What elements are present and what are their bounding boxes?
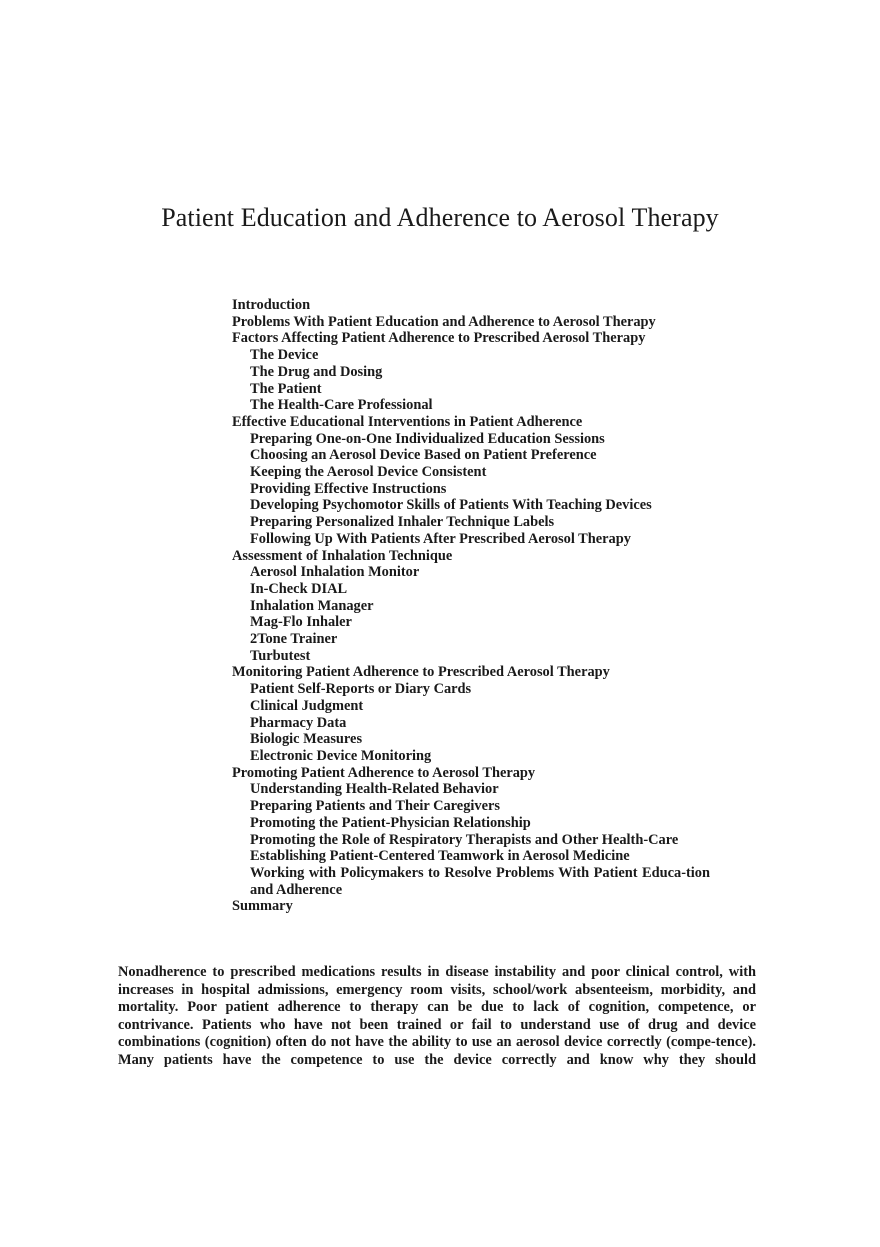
toc-subitem: Developing Psychomotor Skills of Patients With Teaching Devices [250, 497, 652, 514]
toc-subitem: Providing Effective Instructions [250, 480, 447, 497]
toc-subitem: Clinical Judgment [250, 697, 364, 714]
toc-item: Introduction [232, 297, 311, 313]
toc-subitem: The Drug and Dosing [250, 363, 383, 380]
toc-subitem: Mag-Flo Inhaler [250, 614, 352, 631]
toc-subitem: Patient Self-Reports or Diary Cards [250, 681, 472, 698]
toc-item: Monitoring Patient Adherence to Prescribed Aerosol Therapy [232, 664, 610, 681]
toc-subitem: Choosing an Aerosol Device Based on Patient Preference [250, 447, 597, 464]
toc-subitem: Preparing Personalized Inhaler Technique Labels [250, 514, 555, 531]
toc-subitem: Electronic Device Monitoring [250, 747, 432, 764]
toc-subitem: Promoting the Patient-Physician Relationship [250, 814, 531, 831]
toc-subitem: Inhalation Manager [250, 597, 374, 614]
toc-subitem: Working with Policymakers to Resolve Problems With Patient Educa-tion and Adherence [250, 864, 710, 898]
toc-item: Problems With Patient Education and Adherence to Aerosol Therapy [232, 313, 656, 330]
page-title: Patient Education and Adherence to Aerosol Therapy [161, 203, 719, 232]
abstract-paragraph: Nonadherence to prescribed medications results in disease instability and poor clinical control, with increases in hospital admissions, emergency room visits, school/work absenteeism, morbidity, and mortality. Poor patient adherence to therapy can be due to lack of cognition, competence, or contrivance. Patients who have not been trained or fail to understand use of drug and device combinations (cognition) often do not have the ability to use an aerosol device correctly (compe-tence). Many patients have the competence to use the device correctly and know why they should [118, 964, 756, 1068]
toc-subitem: Promoting the Role of Respiratory Therapists and Other Health-Care [250, 831, 679, 848]
toc-subitem: Pharmacy Data [250, 714, 347, 731]
toc-subitem: In-Check DIAL [250, 580, 348, 597]
toc-subitem: 2Tone Trainer [250, 631, 338, 648]
toc-subitem: Following Up With Patients After Prescribed Aerosol Therapy [250, 530, 631, 547]
toc-subitem: Preparing Patients and Their Caregivers [250, 798, 500, 815]
toc-item: Summary [232, 898, 293, 915]
table-of-contents [232, 297, 722, 915]
toc-item: Factors Affecting Patient Adherence to Prescribed Aerosol Therapy [232, 330, 646, 347]
toc-subitem: Preparing One-on-One Individualized Education Sessions [250, 430, 605, 447]
toc-subitem: The Health-Care Professional [250, 397, 433, 414]
toc-item: Effective Educational Interventions in Patient Adherence [232, 413, 583, 430]
toc-subitem: Understanding Health-Related Behavior [250, 781, 499, 798]
toc-item: Assessment of Inhalation Technique [232, 547, 453, 564]
toc-subitem: Establishing Patient-Centered Teamwork in Aerosol Medicine [250, 848, 630, 865]
toc-subitem: The Device [250, 347, 319, 364]
toc-subitem: The Patient [250, 380, 322, 397]
toc-item: Promoting Patient Adherence to Aerosol Therapy [232, 764, 536, 781]
toc-subitem: Aerosol Inhalation Monitor [250, 564, 420, 581]
toc-subitem: Turbutest [250, 647, 311, 664]
toc-subitem: Biologic Measures [250, 731, 363, 748]
toc-subitem: Keeping the Aerosol Device Consistent [250, 464, 487, 481]
